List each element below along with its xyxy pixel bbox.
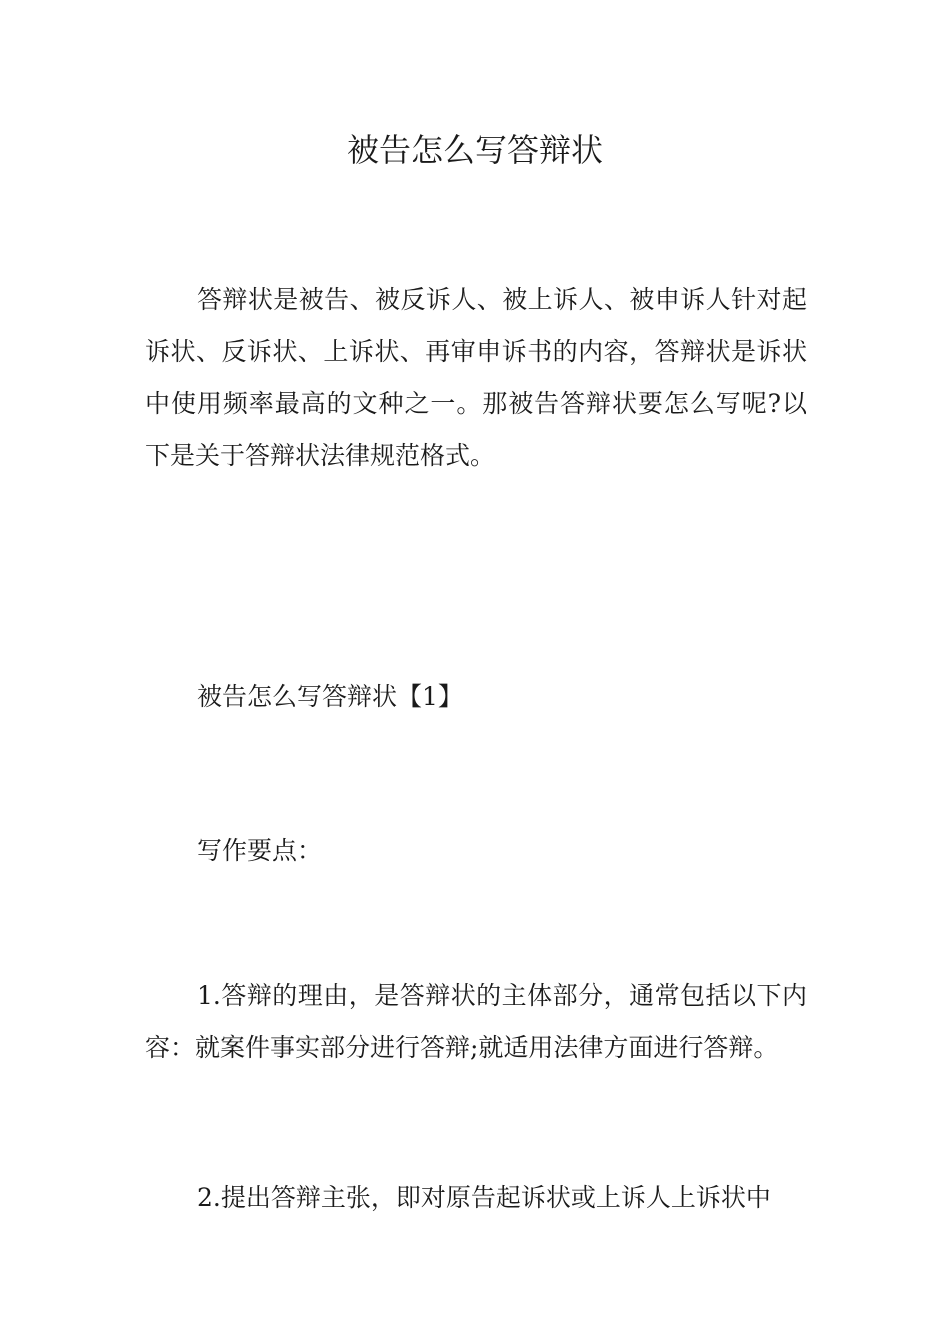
section-heading: 被告怎么写答辩状【1】 bbox=[197, 682, 463, 711]
point-2-paragraph: 2.提出答辩主张，即对原告起诉状或上诉人上诉状中 bbox=[197, 1183, 771, 1212]
document-title: 被告怎么写答辩状 bbox=[346, 131, 603, 169]
intro-paragraph: 答辩状是被告、被反诉人、被上诉人、被申诉人针对起诉状、反诉状、上诉状、再审申诉书的内容，答辩状是诉状中使用频率最高的文种之一。那被告答辩状要怎么写呢?以下是关于答辩状法律规范格式。 bbox=[145, 285, 807, 470]
writing-points-label: 写作要点： bbox=[197, 836, 323, 865]
point-1-paragraph: 1.答辩的理由，是答辩状的主体部分，通常包括以下内容：就案件事实部分进行答辩;就适用法律方面进行答辩。 bbox=[145, 981, 807, 1062]
